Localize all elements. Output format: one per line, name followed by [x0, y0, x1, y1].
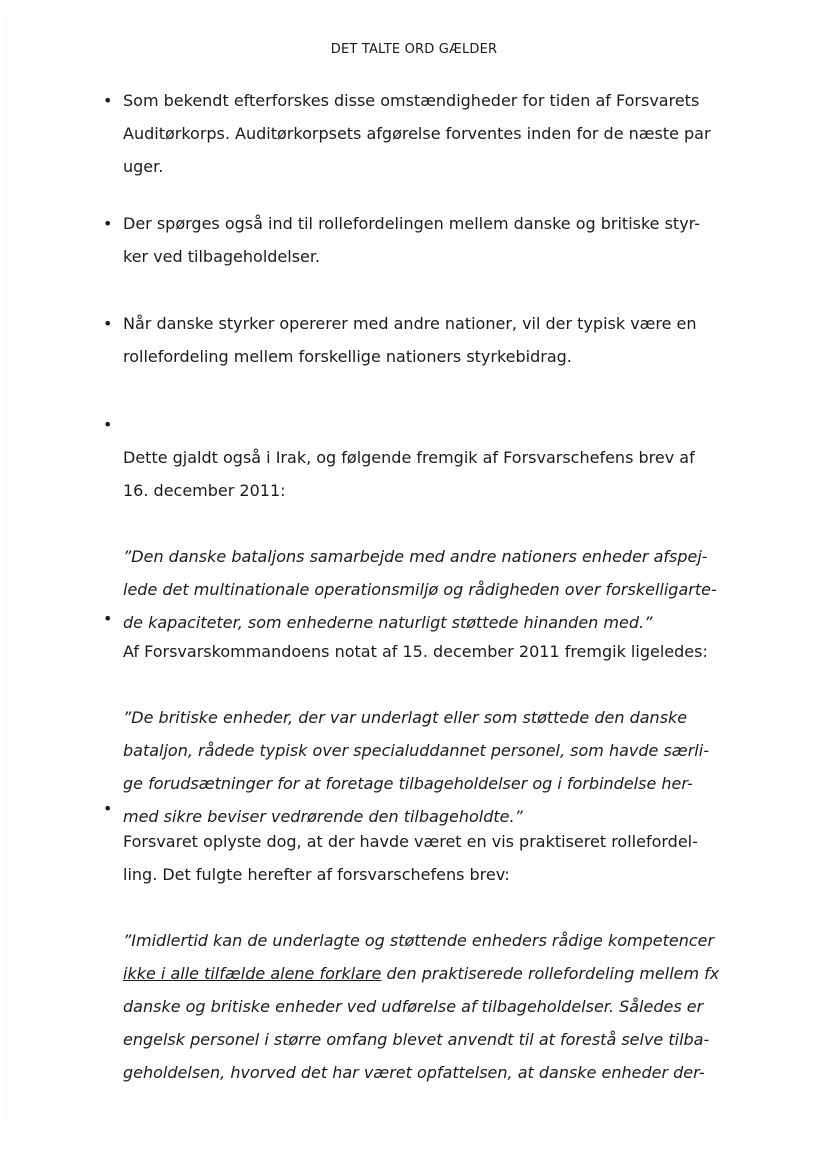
bullet-intro: Dette gjaldt også i Irak, og følgende fremgik af Forsvarschefens brev af 16. december 2011: — [123, 448, 695, 500]
quote-underlined-phrase: ikke i alle tilfælde alene forklare — [123, 964, 382, 983]
bullet-item — [103, 84, 743, 183]
bullet-item — [103, 207, 743, 273]
bullet-quote — [123, 924, 743, 1089]
bullet-intro: Forsvaret oplyste dog, at der havde været en vis praktiseret rollefordel- ling. Det fulgte herefter af forsvarschefens brev: — [123, 832, 698, 884]
bullet-marker: • — [103, 91, 113, 110]
bullet-marker: • — [103, 799, 113, 818]
bullet-quote: ”De britiske enheder, der var underlagt eller som støttede den danske bataljon, rådede typisk over specialuddannet personel, som havde særli- ge forudsætninger for at foretage tilbageholdelser og i forbindelse her- med sikre beviser vedrørende den tilbageholdte.” — [123, 708, 709, 826]
running-header: DET TALTE ORD GÆLDER — [330, 42, 498, 57]
bullet-text: Der spørges også ind til rollefordelingen mellem danske og britiske styr- ker ved tilbageholdelser. — [123, 214, 700, 266]
bullet-marker: • — [103, 214, 113, 233]
bullet-quote: ”Den danske bataljons samarbejde med andre nationers enheder afspej- lede det multinationale operationsmiljø og rådigheden over forskelligarte- de kapaciteter, som enhederne naturligt støttede hinanden med.” — [123, 547, 717, 632]
bullet-marker: • — [103, 609, 113, 628]
quote-part-end: den praktiserede rollefordeling mellem fx danske og britiske enheder ved udførelse af tilbageholdelser. Således er engelsk personel i større omfang blevet anvendt til at forestå selve tilba- geholdelsen, hvorved det har været opfattelsen, at danske enheder der- — [123, 964, 720, 1082]
bullet-intro: Af Forsvarskommandoens notat af 15. december 2011 fremgik ligeledes: — [123, 642, 708, 661]
bullet-text — [123, 792, 743, 1122]
quote-part-start: ”Imidlertid kan de underlagte og støttende enheders rådige kompetencer — [123, 931, 715, 950]
bullet-item — [103, 792, 743, 1122]
bullet-item — [103, 307, 743, 373]
bullet-marker: • — [103, 415, 113, 434]
bullet-text: Når danske styrker opererer med andre nationer, vil der typisk være en rollefordeling mellem forskellige nationers styrkebidrag. — [123, 314, 697, 366]
bullet-marker: • — [103, 314, 113, 333]
bullet-text: Som bekendt efterforskes disse omstændigheder for tiden af Forsvarets Auditørkorps. Auditørkorpsets afgørelse forventes inden for de næste par uger. — [123, 91, 711, 176]
